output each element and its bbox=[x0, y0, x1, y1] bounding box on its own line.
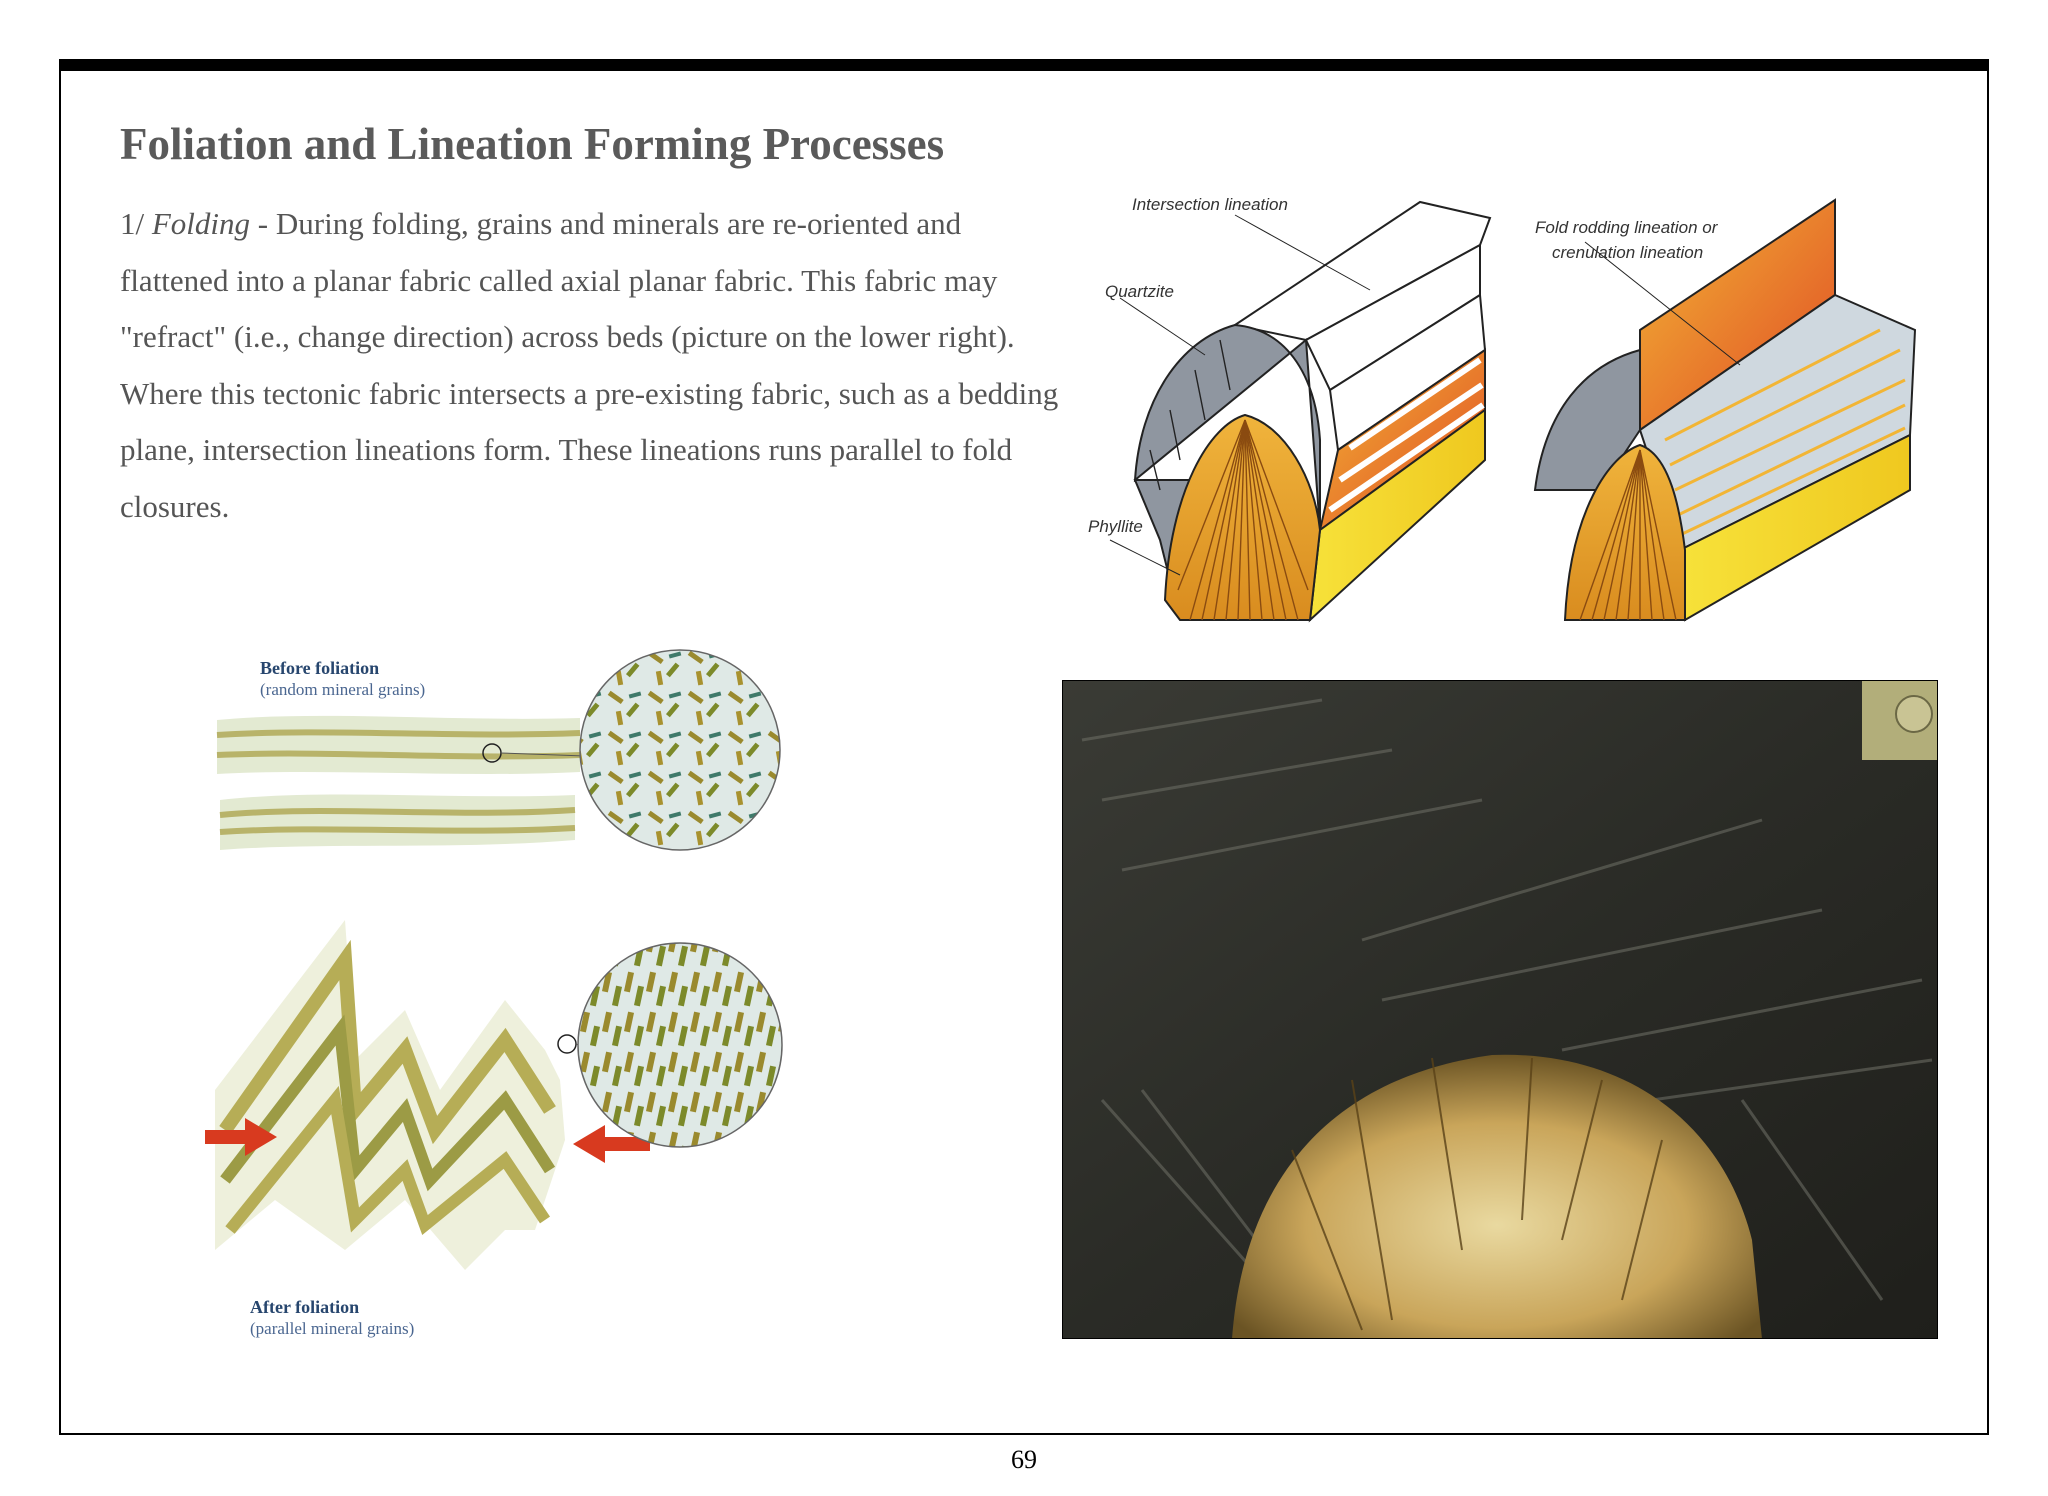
fold-lineation-diagram bbox=[1080, 190, 1980, 630]
item-number: 1/ bbox=[120, 206, 145, 241]
label-before-sub: (random mineral grains) bbox=[260, 680, 426, 699]
folded-strata bbox=[215, 920, 565, 1270]
body-paragraph bbox=[120, 196, 1070, 535]
strata-band-top bbox=[217, 716, 580, 774]
label-fold-rodding-line1: Fold rodding lineation or bbox=[1535, 218, 1718, 237]
label-intersection-lineation: Intersection lineation bbox=[1132, 195, 1288, 214]
page-title: Foliation and Lineation Forming Processes bbox=[120, 119, 945, 169]
paragraph-text: - During folding, grains and minerals are re-oriented and flattened into a planar fabric called axial planar fabric. This fabric may "refract" (i.e., change direction) across beds (picture on the lower right). Where this tectonic fabric intersects a pre-existing fabric, such as a bedding plane, intersection lineations form. These lineations runs parallel to fold closures. bbox=[120, 206, 1059, 524]
leader-quartzite bbox=[1120, 298, 1205, 355]
magnifier-parallel-grains bbox=[578, 943, 783, 1148]
label-after-foliation: After foliation bbox=[250, 1297, 360, 1317]
right-fold-block bbox=[1535, 200, 1915, 620]
strata-band-bottom bbox=[220, 794, 575, 850]
term-folding: Folding bbox=[151, 206, 251, 241]
label-fold-rodding-line2: crenulation lineation bbox=[1552, 243, 1704, 262]
foliation-diagram bbox=[205, 610, 965, 1370]
label-before-foliation: Before foliation bbox=[260, 658, 380, 678]
label-phyllite: Phyllite bbox=[1088, 517, 1143, 536]
magnifier-random-grains bbox=[575, 645, 785, 855]
label-quartzite: Quartzite bbox=[1105, 282, 1174, 301]
left-fold-block bbox=[1135, 202, 1490, 620]
label-after-sub: (parallel mineral grains) bbox=[250, 1319, 415, 1338]
outcrop-photo bbox=[1062, 680, 1938, 1339]
page-number: 69 bbox=[1011, 1445, 1037, 1474]
